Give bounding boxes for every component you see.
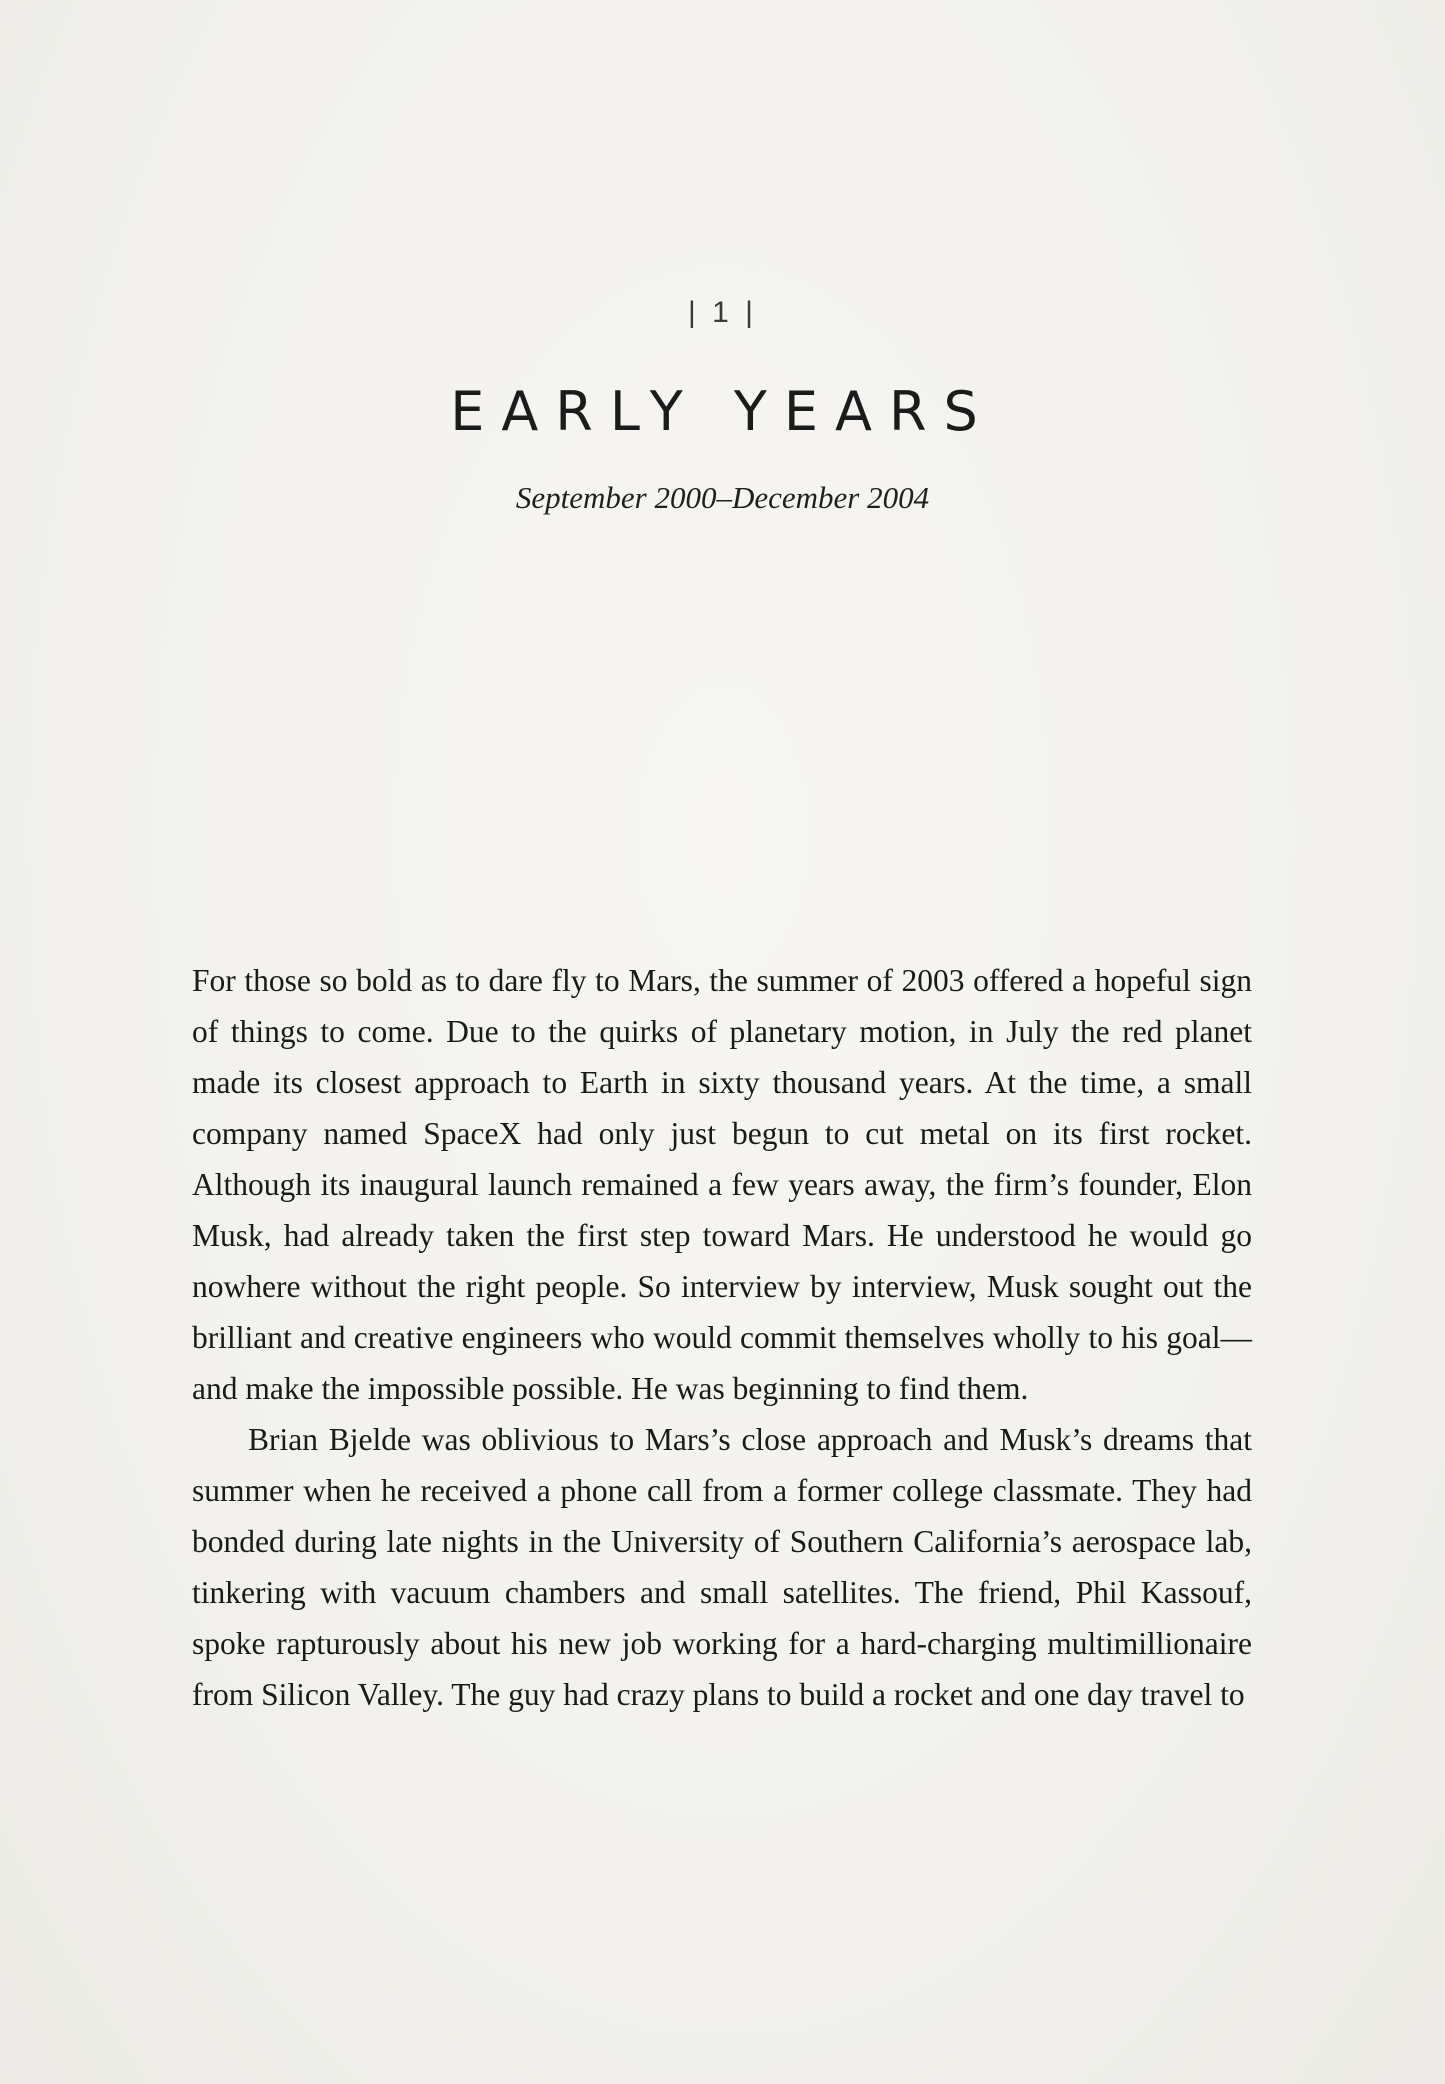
chapter-dates: September 2000–December 2004 <box>515 480 930 515</box>
paragraph-1: For those so bold as to dare fly to Mars, the summer of 2003 offered a hopeful sign of things to come. Due to the quirks of planetary motion, in July the red planet made its closest approach to Earth in sixty thousand years. At the time, a small company named SpaceX had only just begun to cut metal on its first rocket. Although its inaugural launch remained a few years away, the firm’s founder, Elon Musk, had already taken the first step toward Mars. He understood he would go nowhere without the right people. So interview by interview, Musk sought out the brilliant and creative engineers who would commit themselves wholly to his goal—and make the impossible possible. He was beginning to find them. <box>192 963 1252 1406</box>
paragraph-2: Brian Bjelde was oblivious to Mars’s close approach and Musk’s dreams that summer when he received a phone call from a former college classmate. They had bonded during late nights in the University of Southern California’s aerospace lab, tinkering with vacuum chambers and small satellites. The friend, Phil Kassouf, spoke rapturously about his new job working for a hard-charging multimillionaire from Silicon Valley. The guy had crazy plans to build a rocket and one day travel to <box>192 1422 1252 1712</box>
chapter-number: | 1 | <box>688 296 757 329</box>
body-text <box>192 955 1252 1720</box>
chapter-title: EARLY YEARS <box>450 380 995 443</box>
